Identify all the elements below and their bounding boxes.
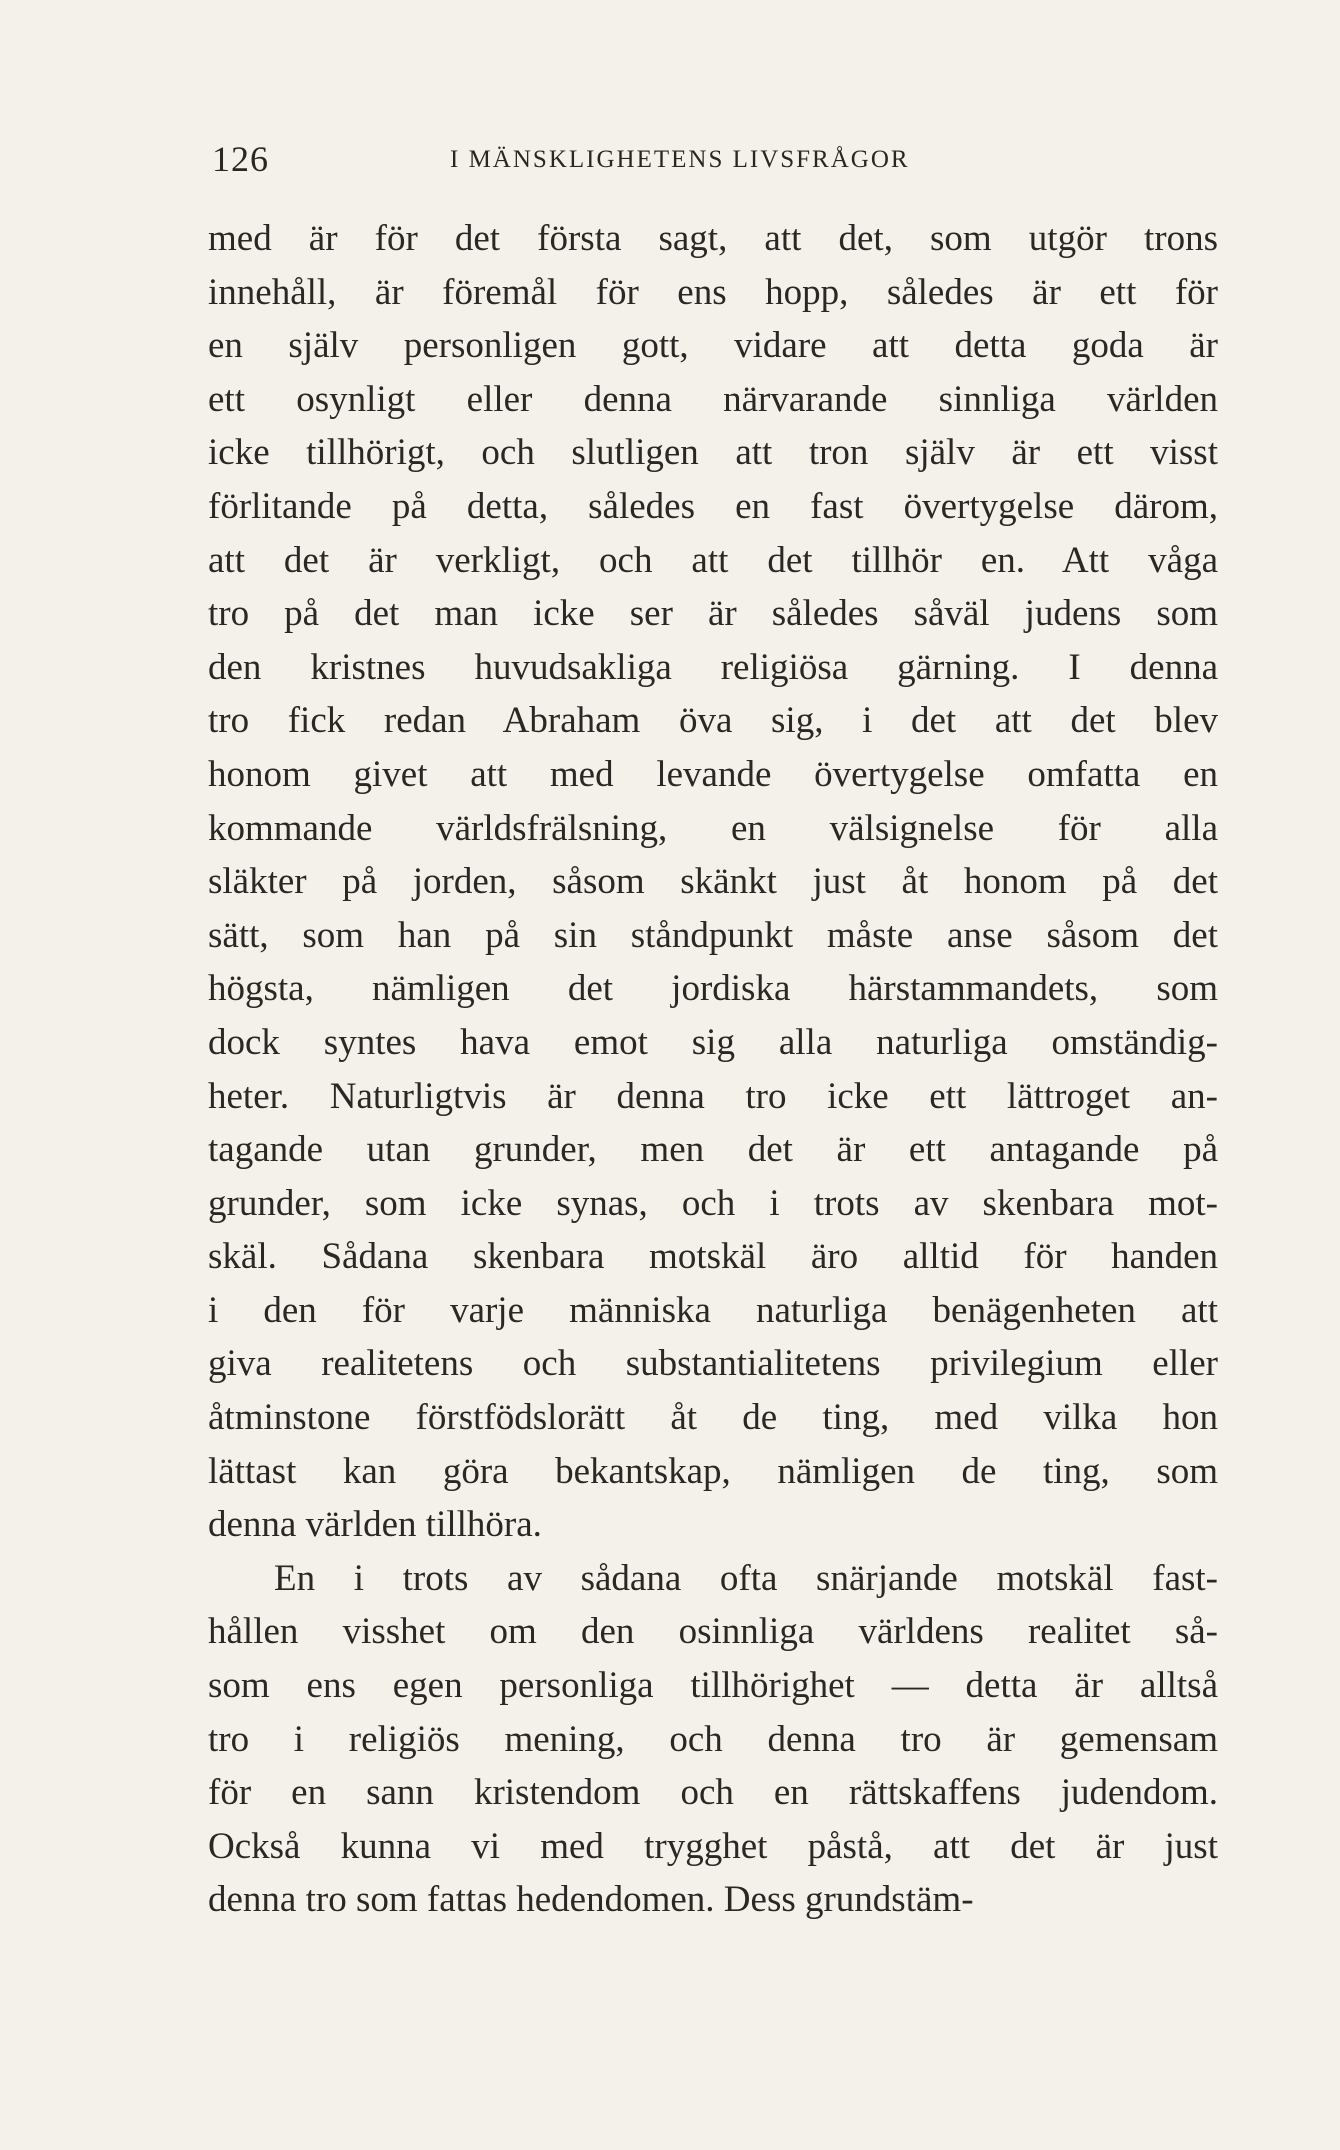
paragraph bbox=[208, 212, 1218, 1552]
text-line: hållen visshet om den osinnliga världens realitet så- bbox=[208, 1611, 1218, 1653]
running-head: I MÄNSKLIGHETENS LIVSFRÅGOR bbox=[450, 146, 910, 173]
text-line: lättast kan göra bekantskap, nämligen de ting, som bbox=[208, 1450, 1218, 1492]
text-line: en själv personligen gott, vidare att detta goda är bbox=[208, 325, 1218, 367]
text-line: i den för varje människa naturliga benägenheten att bbox=[208, 1289, 1218, 1331]
text-line: denna tro som fattas hedendomen. Dess grundstäm- bbox=[208, 1879, 974, 1921]
text-line: högsta, nämligen det jordiska härstammandets, som bbox=[208, 968, 1218, 1010]
body-text bbox=[208, 212, 1218, 1927]
text-line: förlitande på detta, således en fast övertygelse därom, bbox=[208, 485, 1218, 527]
text-line: för en sann kristendom och en rättskaffens judendom. bbox=[208, 1772, 1218, 1814]
paragraph bbox=[208, 1552, 1218, 1927]
text-line: den kristnes huvudsakliga religiösa gärning. I denna bbox=[208, 646, 1218, 688]
text-line: heter. Naturligtvis är denna tro icke ett lättroget an- bbox=[208, 1075, 1218, 1117]
page-number: 126 bbox=[212, 139, 269, 179]
text-line: tro på det man icke ser är således såväl judens som bbox=[208, 593, 1218, 635]
text-line: tro i religiös mening, och denna tro är gemensam bbox=[208, 1718, 1218, 1760]
text-line: att det är verkligt, och att det tillhör en. Att våga bbox=[208, 539, 1218, 581]
text-line: åtminstone förstfödslorätt åt de ting, med vilka hon bbox=[208, 1397, 1218, 1439]
text-line: Också kunna vi med trygghet påstå, att det är just bbox=[208, 1825, 1218, 1867]
text-line: innehåll, är föremål för ens hopp, således är ett för bbox=[208, 271, 1218, 313]
text-line: icke tillhörigt, och slutligen att tron själv är ett visst bbox=[208, 432, 1218, 474]
text-line: grunder, som icke synas, och i trots av skenbara mot- bbox=[208, 1182, 1218, 1224]
page-header bbox=[212, 134, 1192, 184]
text-line: honom givet att med levande övertygelse omfatta en bbox=[208, 753, 1218, 795]
text-line: släkter på jorden, såsom skänkt just åt honom på det bbox=[208, 861, 1218, 903]
text-line: tagande utan grunder, men det är ett antagande på bbox=[208, 1129, 1218, 1171]
text-line: som ens egen personliga tillhörighet — detta är alltså bbox=[208, 1665, 1218, 1707]
text-line: ett osynligt eller denna närvarande sinnliga världen bbox=[208, 378, 1218, 420]
text-line: tro fick redan Abraham öva sig, i det att det blev bbox=[208, 700, 1218, 742]
text-line: kommande världsfrälsning, en välsignelse för alla bbox=[208, 807, 1218, 849]
text-line: dock syntes hava emot sig alla naturliga omständig- bbox=[208, 1021, 1218, 1063]
text-line: giva realitetens och substantialitetens privilegium eller bbox=[208, 1343, 1218, 1385]
text-line: En i trots av sådana ofta snärjande motskäl fast- bbox=[274, 1557, 1218, 1599]
text-line: denna världen tillhöra. bbox=[208, 1504, 542, 1546]
text-line: skäl. Sådana skenbara motskäl äro alltid för handen bbox=[208, 1236, 1218, 1278]
text-line: med är för det första sagt, att det, som utgör trons bbox=[208, 218, 1218, 259]
text-line: sätt, som han på sin ståndpunkt måste anse såsom det bbox=[208, 914, 1218, 956]
